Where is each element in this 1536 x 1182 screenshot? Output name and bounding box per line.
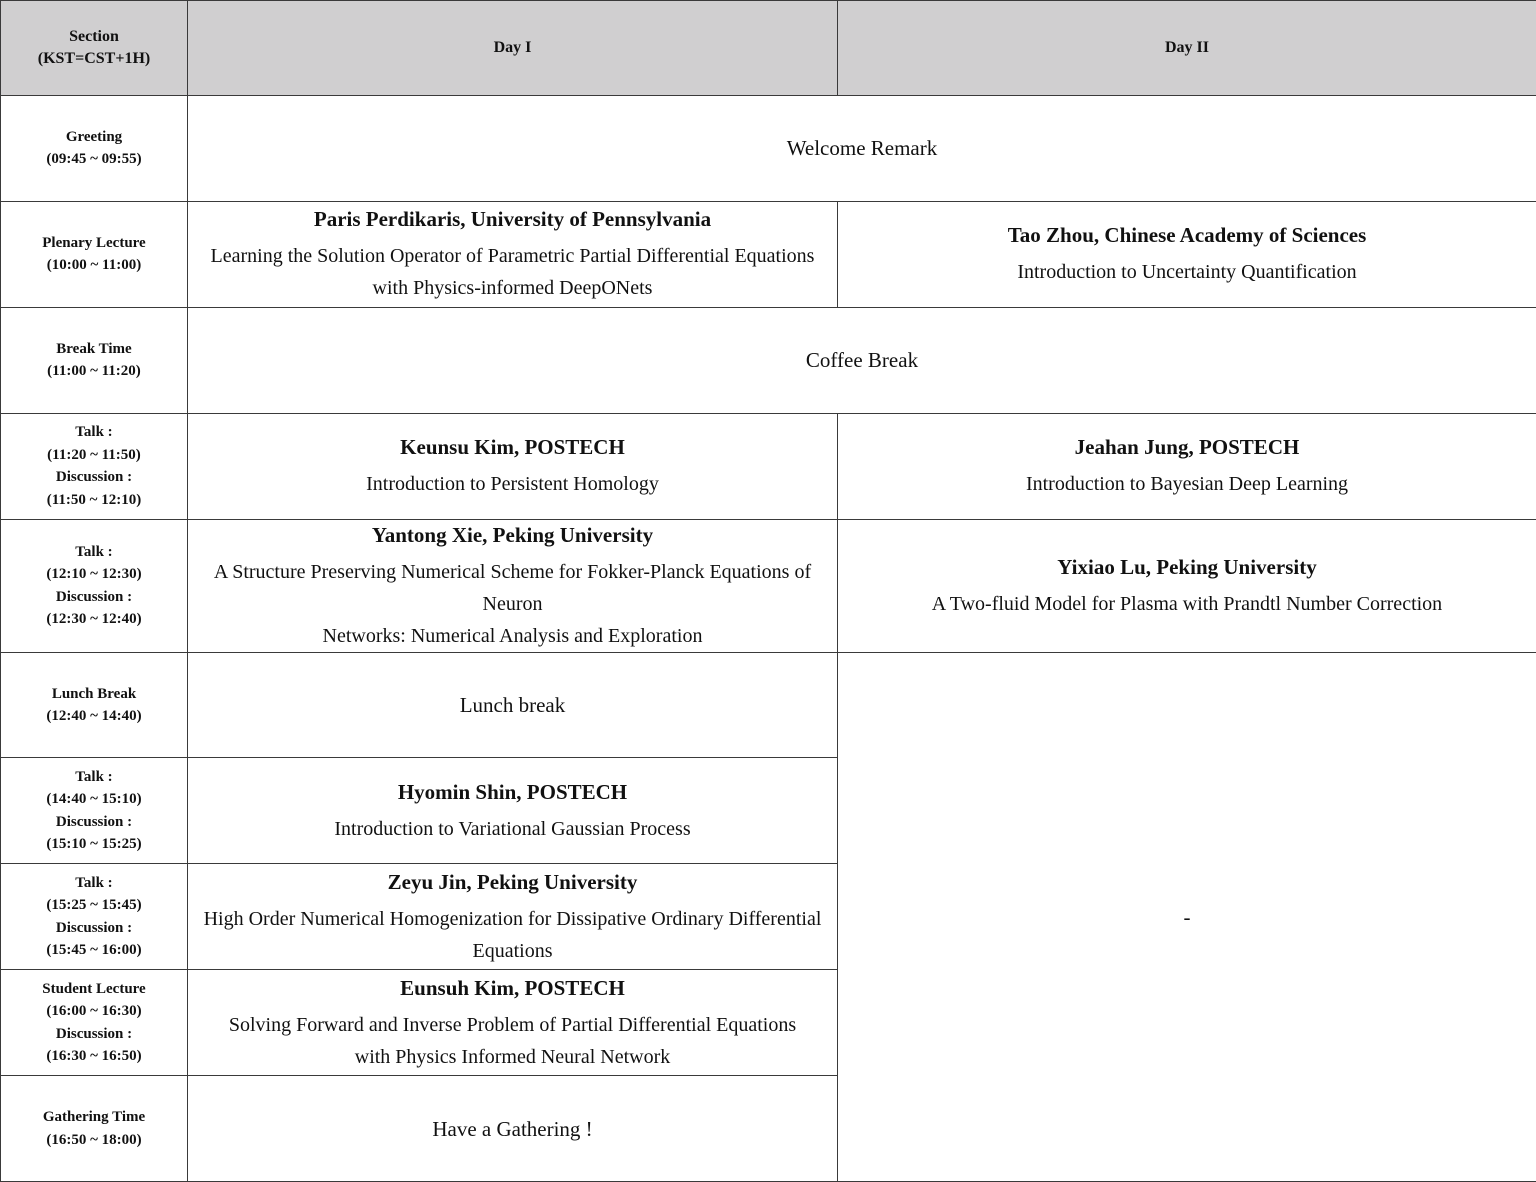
section-time: (12:40 ~ 14:40) [5,705,183,728]
section-name: Greeting [5,126,183,149]
section-time: (12:10 ~ 12:30) [5,563,183,586]
talk-title-line: Introduction to Persistent Homology [192,468,833,500]
section-name: Talk : [5,872,183,895]
header-row [1,1,1536,96]
header-section-label: Section [5,26,183,48]
section-name: Student Lecture [5,978,183,1001]
section-name: Discussion : [5,586,183,609]
talk-title-line: A Two-fluid Model for Plasma with Prandtl Number Correction [842,588,1532,620]
speaker-name: Yantong Xie, Peking University [192,520,833,550]
section-cell-plenary [1,201,188,307]
talk2-row [1,519,1536,652]
break-content-cell [188,307,1536,413]
header-day1-label: Day I [494,39,532,56]
speaker-name: Jeahan Jung, POSTECH [842,432,1532,462]
gathering-text: Have a Gathering ! [192,1114,833,1144]
speaker-name: Zeyu Jin, Peking University [192,867,833,897]
section-name: Discussion : [5,1023,183,1046]
lunch-break-text: Lunch break [192,690,833,720]
greeting-content-cell [188,96,1536,202]
section-cell-gathering [1,1076,188,1182]
day2-afternoon-cell [838,652,1536,1182]
talk-title-line: High Order Numerical Homogenization for Dissipative Ordinary Differential Equations [192,903,833,967]
talk4-day1-cell [188,864,838,970]
section-cell-lunch [1,652,188,758]
section-name: Break Time [5,338,183,361]
speaker-name: Tao Zhou, Chinese Academy of Sciences [842,220,1532,250]
section-name: Talk : [5,766,183,789]
section-name: Talk : [5,421,183,444]
speaker-name: Keunsu Kim, POSTECH [192,432,833,462]
welcome-remark-text: Welcome Remark [192,133,1532,163]
talk-title-line: Introduction to Bayesian Deep Learning [842,468,1532,500]
section-time: (11:00 ~ 11:20) [5,360,183,383]
section-time: (11:20 ~ 11:50) [5,444,183,467]
talk1-day1-cell [188,413,838,519]
speaker-name: Yixiao Lu, Peking University [842,552,1532,582]
header-day2-label: Day II [1165,39,1209,56]
talk1-row [1,413,1536,519]
section-name: Lunch Break [5,683,183,706]
talk-title-line: Learning the Solution Operator of Parametric Partial Differential Equations [192,240,833,272]
lunch-row [1,652,1536,758]
section-time: (15:45 ~ 16:00) [5,939,183,962]
lunch-day1-cell [188,652,838,758]
section-cell-talk2 [1,519,188,652]
section-time: (12:30 ~ 12:40) [5,608,183,631]
break-row [1,307,1536,413]
section-name: Plenary Lecture [5,232,183,255]
section-time: (10:00 ~ 11:00) [5,254,183,277]
talk2-day1-cell [188,519,838,652]
section-cell-greeting [1,96,188,202]
plenary-day2-cell [838,201,1536,307]
section-name: Discussion : [5,917,183,940]
student-day1-cell [188,970,838,1076]
talk1-day2-cell [838,413,1536,519]
talk-title-line: Introduction to Uncertainty Quantification [842,256,1532,288]
plenary-day1-cell [188,201,838,307]
greeting-row [1,96,1536,202]
talk-title-line: with Physics-informed DeepONets [192,272,833,304]
header-day1-cell [188,1,838,96]
talk2-day2-cell [838,519,1536,652]
section-time: (14:40 ~ 15:10) [5,788,183,811]
speaker-name: Eunsuh Kim, POSTECH [192,973,833,1003]
section-name: Discussion : [5,811,183,834]
section-cell-talk3 [1,758,188,864]
section-cell-talk4 [1,864,188,970]
talk-title-line: A Structure Preserving Numerical Scheme for Fokker-Planck Equations of Neuron [192,556,833,620]
section-cell-student [1,970,188,1076]
section-time: (16:00 ~ 16:30) [5,1000,183,1023]
section-name: Discussion : [5,466,183,489]
section-cell-talk1 [1,413,188,519]
section-time: (16:50 ~ 18:00) [5,1129,183,1152]
section-name: Gathering Time [5,1106,183,1129]
day2-afternoon-dash: - [842,902,1532,932]
section-time: (11:50 ~ 12:10) [5,489,183,512]
header-day2-cell [838,1,1536,96]
header-section-cell [1,1,188,96]
speaker-name: Hyomin Shin, POSTECH [192,777,833,807]
plenary-row [1,201,1536,307]
talk-title-line: Introduction to Variational Gaussian Process [192,813,833,845]
talk-title-line: Networks: Numerical Analysis and Exploration [192,620,833,652]
talk-title-line: Solving Forward and Inverse Problem of Partial Differential Equations [192,1009,833,1041]
gathering-day1-cell [188,1076,838,1182]
section-time: (09:45 ~ 09:55) [5,148,183,171]
speaker-name: Paris Perdikaris, University of Pennsylvania [192,204,833,234]
coffee-break-text: Coffee Break [192,345,1532,375]
section-time: (16:30 ~ 16:50) [5,1045,183,1068]
header-section-timezone: (KST=CST+1H) [5,48,183,70]
section-name: Talk : [5,541,183,564]
section-cell-break [1,307,188,413]
talk-title-line: with Physics Informed Neural Network [192,1041,833,1073]
section-time: (15:25 ~ 15:45) [5,894,183,917]
talk3-day1-cell [188,758,838,864]
section-time: (15:10 ~ 15:25) [5,833,183,856]
